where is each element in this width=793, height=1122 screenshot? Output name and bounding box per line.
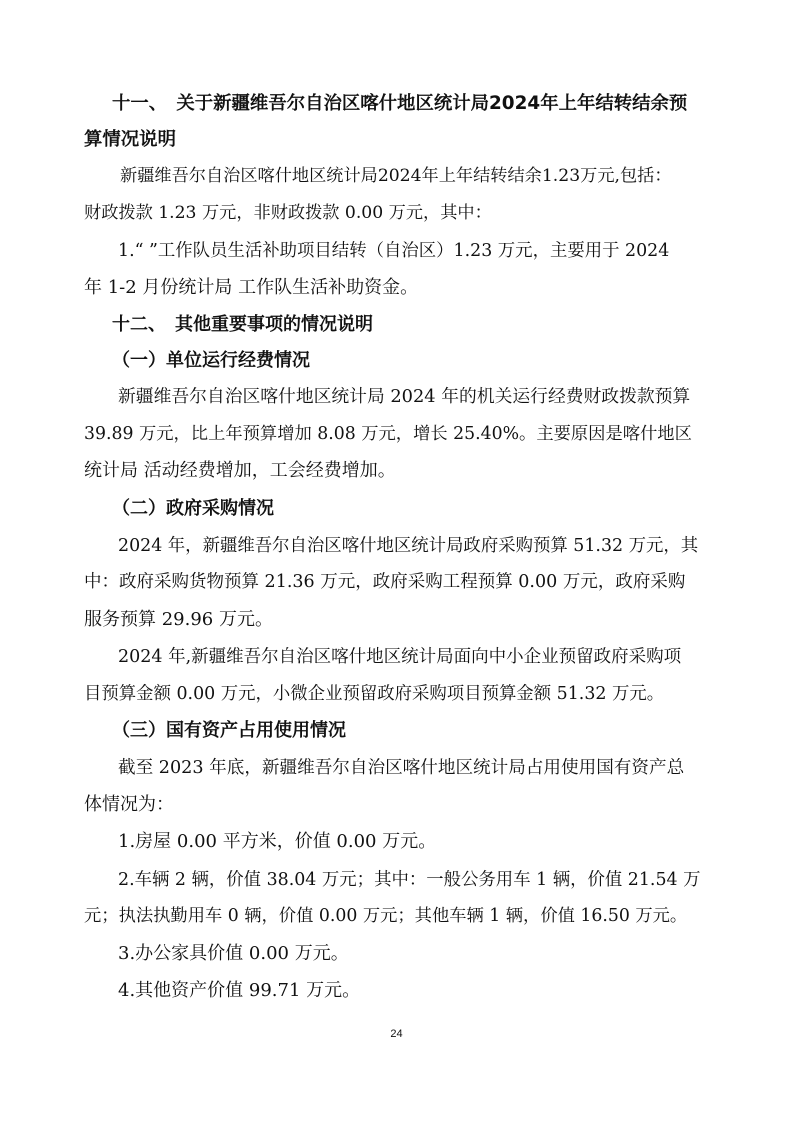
page-number: 24 (390, 1028, 403, 1040)
body-paragraph: 2024 年,新疆维吾尔自治区喀什地区统计局面向中小企业预留政府采购项 (118, 647, 682, 667)
body-paragraph: 新疆维吾尔自治区喀什地区统计局2024年上年结转结余1.23万元,包括： (120, 166, 672, 186)
body-paragraph: 1.房屋 0.00 平方米，价值 0.00 万元。 (118, 831, 437, 852)
body-paragraph: 中：政府采购货物预算 21.36 万元，政府采购工程预算 0.00 万元，政府采购 (84, 572, 686, 592)
section-heading-11: 十一、 关于新疆维吾尔自治区喀什地区统计局2024年上年结转结余预 (112, 93, 688, 114)
section-heading-12: 十二、 其他重要事项的情况说明 (112, 314, 373, 335)
subsection-heading: （三）国有资产占用使用情况 (112, 720, 346, 741)
body-paragraph: 目预算金额 0.00 万元，小微企业预留政府采购项目预算金额 51.32 万元。 (84, 684, 665, 704)
body-paragraph: 3.办公家具价值 0.00 万元。 (118, 943, 349, 964)
body-paragraph: 统计局 活动经费增加，工会经费增加。 (84, 460, 396, 481)
subsection-heading: （二）政府采购情况 (112, 498, 274, 519)
body-paragraph: 财政拨款 1.23 万元，非财政拨款 0.00 万元，其中： (84, 203, 492, 223)
subsection-heading: （一）单位运行经费情况 (112, 350, 310, 371)
body-paragraph: 1.“ ”工作队员生活补助项目结转（自治区）1.23 万元，主要用于 2024 (118, 241, 670, 261)
body-paragraph: 截至 2023 年底，新疆维吾尔自治区喀什地区统计局占用使用国有资产总 (118, 758, 685, 778)
body-paragraph: 新疆维吾尔自治区喀什地区统计局 2024 年的机关运行经费财政拨款预算 (118, 386, 691, 407)
body-paragraph: 2.车辆 2 辆，价值 38.04 万元；其中：一般公务用车 1 辆，价值 21.54 万 (118, 870, 701, 890)
body-paragraph: 体情况为： (84, 794, 174, 815)
body-paragraph: 2024 年，新疆维吾尔自治区喀什地区统计局政府采购预算 51.32 万元，其 (118, 536, 699, 556)
body-paragraph: 元；执法执勤用车 0 辆，价值 0.00 万元；其他车辆 1 辆，价值 16.50 万元。 (84, 906, 688, 926)
section-heading-11-cont: 算情况说明 (84, 129, 176, 150)
body-paragraph: 4.其他资产价值 99.71 万元。 (118, 980, 361, 1001)
body-paragraph: 年 1-2 月份统计局 工作队生活补助资金。 (84, 277, 419, 298)
body-paragraph: 服务预算 29.96 万元。 (84, 609, 273, 630)
body-paragraph: 39.89 万元，比上年预算增加 8.08 万元，增长 25.40%。主要原因是喀什地区 (84, 424, 692, 444)
